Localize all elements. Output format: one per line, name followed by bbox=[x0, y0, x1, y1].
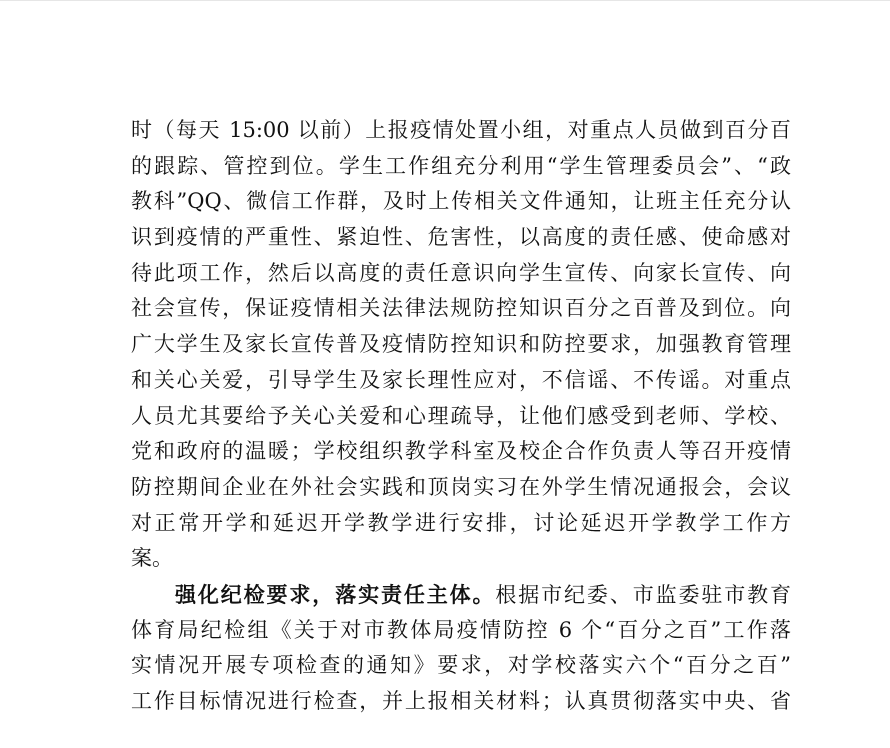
text-line-3: 教科”QQ、微信工作群，及时上传相关文件通知，让班主任充分认 bbox=[131, 189, 791, 214]
text-line-4: 识到疫情的严重性、紧迫性、危害性，以高度的责任感、使命感对 bbox=[131, 225, 791, 250]
text-line-10: 党和政府的温暖；学校组织教学科室及校企合作负责人等召开疫情 bbox=[131, 439, 791, 464]
text-line-9: 人员尤其要给予关心关爱和心理疏导，让他们感受到老师、学校、 bbox=[131, 403, 791, 428]
paragraph-2-line-4: 工作目标情况进行检查，并上报相关材料；认真贯彻落实中央、省 bbox=[131, 689, 791, 713]
text-line-13: 案。 bbox=[131, 546, 173, 571]
text-line-1: 时（每天 15:00 以前）上报疫情处置小组，对重点人员做到百分百 bbox=[131, 118, 791, 142]
paragraph-2-line-3: 实情况开展专项检查的通知》要求，对学校落实六个“百分之百” bbox=[131, 653, 791, 678]
paragraph-2-heading: 强化纪检要求，落实责任主体。 bbox=[175, 581, 496, 607]
text-line-11: 防控期间企业在外社会实践和顶岗实习在外学生情况通报会，会议 bbox=[131, 474, 791, 499]
text-line-12: 对正常开学和延迟开学教学进行安排，讨论延迟开学教学工作方 bbox=[131, 510, 791, 535]
document-body bbox=[131, 113, 791, 720]
paragraph-2-line-2: 体育局纪检组《关于对市教体局疫情防控 6 个“百分之百”工作落 bbox=[131, 617, 791, 642]
text-line-7: 广大学生及家长宣传普及疫情防控知识和防控要求，加强教育管理 bbox=[131, 332, 791, 357]
text-line-2: 的跟踪、管控到位。学生工作组充分利用“学生管理委员会”、“政 bbox=[131, 153, 791, 178]
text-line-6: 社会宣传，保证疫情相关法律法规防控知识百分之百普及到位。向 bbox=[131, 296, 791, 321]
text-line-5: 待此项工作，然后以高度的责任意识向学生宣传、向家长宣传、向 bbox=[131, 260, 791, 285]
paragraph-2-first-line-text: 根据市纪委、市监委驻市教育 bbox=[495, 582, 792, 607]
paragraph-2-first-line bbox=[131, 577, 791, 613]
text-line-8: 和关心关爱，引导学生及家长理性应对，不信谣、不传谣。对重点 bbox=[131, 367, 791, 392]
